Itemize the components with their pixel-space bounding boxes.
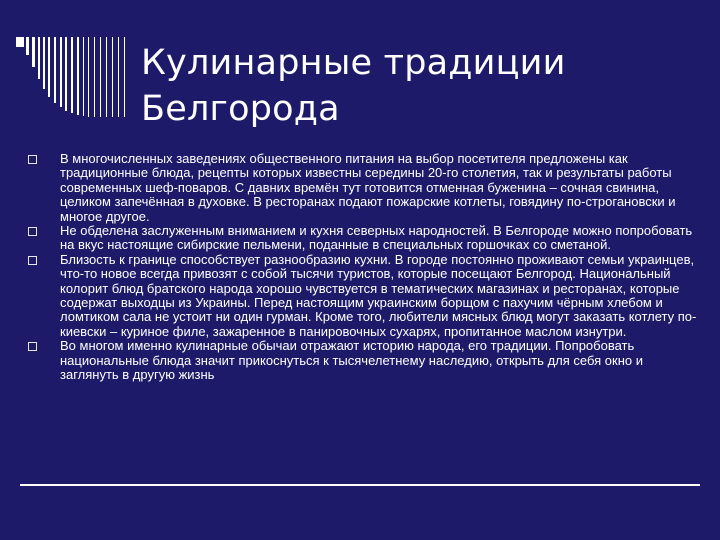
bullet-item (28, 224, 700, 253)
decorative-stripes (0, 0, 140, 125)
square-bullet-icon (28, 227, 37, 236)
title-line-1: Кулинарные традиции (141, 43, 566, 83)
bottom-divider (20, 484, 700, 486)
square-bullet-icon (28, 256, 37, 265)
bullet-text: В многочисленных заведениях общественного питания на выбор посетителя предложены как традиционные блюда, рецепты которых известны середины 20-го столетия, так и результаты работы современных шеф-поваров. С давних времён тут готовится отменная буженина – сочная свинина, целиком запечённая в духовке. В ресторанах подают пожарские котлеты, говядину по-строгановски и многое другое. (60, 151, 676, 224)
bullet-text: Во многом именно кулинарные обычаи отражают историю народа, его традиции. Попробовать национальные блюда значит прикоснуться к тысячелетнему наследию, открыть для себя окно и заглянуть в другую жизнь (60, 338, 643, 383)
bullet-text: Не обделена заслуженным вниманием и кухня северных народностей. В Белгороде можно попробовать на вкус настоящие сибирские пельмени, поданные в специальных горшочках со сметаной. (60, 223, 693, 253)
title-line-2: Белгорода (141, 89, 340, 129)
bullet-item (28, 339, 700, 382)
square-bullet-icon (28, 342, 37, 351)
slide-title (141, 40, 701, 132)
bullet-item (28, 152, 700, 224)
bullet-item (28, 253, 700, 339)
bullet-list (28, 152, 700, 383)
square-bullet-icon (28, 155, 37, 164)
bullet-text: Близость к границе способствует разнообразию кухни. В городе постоянно проживают семьи украинцев, что-то новое всегда привозят с собой тысячи туристов, которые посещают Белгород. Национальный колорит блюд братского народа хорошо чувствуется в тематических магазинах и ресторанах, которые содержат выходцы из Украины. Перед настоящим украинским борщом с пахучим чёрным хлебом и ломтиком сала не устоит ни один гурман. Кроме того, любители мясных блюд могут заказать котлету по-киевски – куриное филе, зажаренное в панировочных сухарях, пропитанное маслом изнутри. (60, 251, 697, 339)
